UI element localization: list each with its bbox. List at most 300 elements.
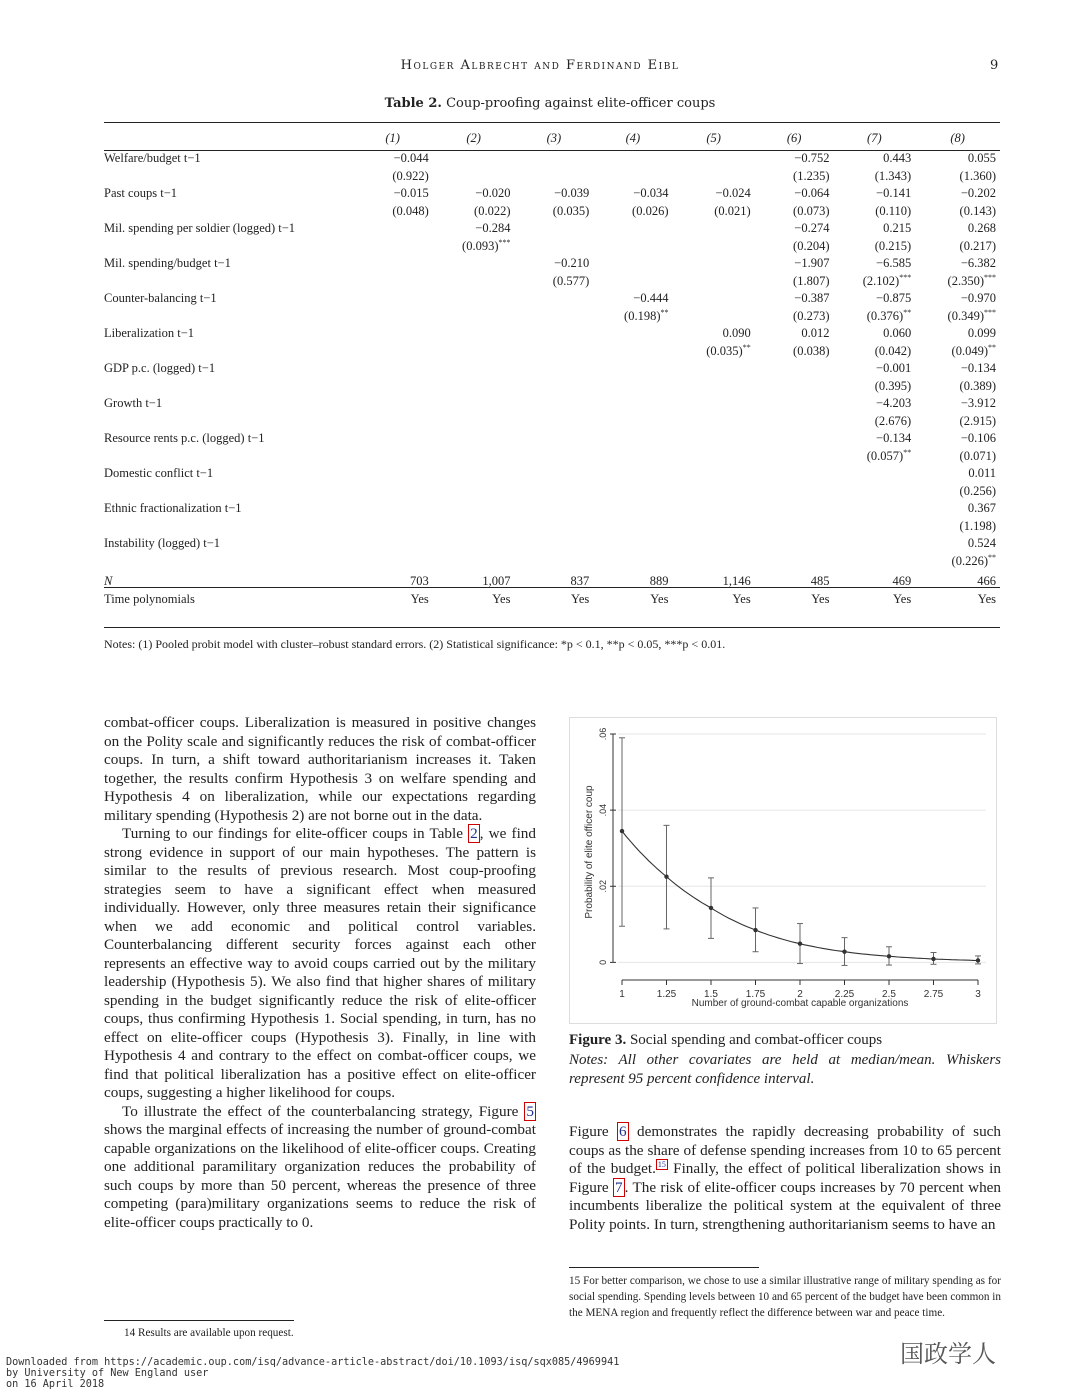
coef-cell bbox=[353, 220, 433, 238]
y-tick-label: 0 bbox=[598, 959, 608, 965]
se-cell bbox=[353, 413, 433, 431]
coef-cell: −0.044 bbox=[393, 151, 429, 165]
se-cell: (0.577) bbox=[552, 273, 590, 288]
table-row-se bbox=[104, 203, 1000, 221]
se-cell: (1.360) bbox=[959, 168, 996, 183]
data-point bbox=[842, 950, 846, 954]
coef-cell: 0.012 bbox=[801, 326, 830, 340]
poly-cell: Yes bbox=[732, 591, 751, 606]
data-point bbox=[620, 829, 624, 833]
coef-cell bbox=[433, 395, 515, 413]
se-cell bbox=[755, 518, 834, 536]
x-tick-label: 2.25 bbox=[834, 989, 855, 1000]
caption-label: Figure 3. bbox=[569, 1032, 627, 1048]
x-axis-label: Number of ground-combat capable organizations bbox=[691, 998, 909, 1009]
figure-3-chart bbox=[570, 718, 996, 1023]
coef-cell bbox=[353, 395, 433, 413]
data-point bbox=[709, 906, 713, 910]
coef-cell bbox=[514, 395, 593, 413]
se-blank bbox=[104, 448, 353, 466]
se-cell bbox=[353, 483, 433, 501]
se-cell: (0.256) bbox=[959, 483, 996, 498]
se-cell bbox=[593, 238, 672, 256]
text: demonstrates the rapidly decreasing probability of such coups as the share of defense spending increases from 10 to 65 percent of the budget. bbox=[569, 1123, 1001, 1177]
column-header: (7) bbox=[867, 131, 882, 145]
coef-cell bbox=[593, 150, 672, 168]
se-cell: (0.093)*** bbox=[462, 237, 511, 253]
se-blank bbox=[104, 378, 353, 396]
data-point bbox=[976, 958, 980, 962]
table-row-se bbox=[104, 308, 1000, 326]
y-tick-label: .02 bbox=[598, 880, 608, 893]
se-cell bbox=[672, 483, 754, 501]
se-cell: (0.042) bbox=[874, 343, 912, 358]
coef-cell bbox=[672, 395, 754, 413]
table-title-text: Coup-proofing against elite-officer coups bbox=[446, 96, 716, 111]
se-cell bbox=[433, 343, 515, 361]
table-row-se bbox=[104, 448, 1000, 466]
table-row-coef bbox=[104, 150, 1000, 168]
n-cell: 889 bbox=[649, 574, 669, 588]
n-cell: 469 bbox=[892, 574, 912, 588]
se-cell: (0.215) bbox=[874, 238, 912, 253]
coef-cell bbox=[593, 430, 672, 448]
n-cell: 485 bbox=[810, 574, 830, 588]
poly-label: Time polynomials bbox=[104, 591, 195, 606]
figure-ref-link[interactable]: 7 bbox=[615, 1178, 623, 1196]
text: , we find strong evidence in support of our main hypotheses. The pattern is similar to the results of previous research. Most coup-proofing strategies seem to have a significant effect when measured individually. However, only three measures retain their significance when we add economic and political control variables. Counterbalancing different security forces against each other represents an effective way to avoid coups carried out by the military leadership (Hypothesis 5). We also find that higher shares of military spending in the budget significantly reduce the risk of elite-officer coups, thus confirming Hypothesis 1. Social spending, in turn, has no effect on elite-officer coups (Hypothesis 3). Finally, in line with Hypothesis 4 and contrary to the effect on combat-officer coups, we find that political liberalization has a positive effect on elite-officer coups, suggesting a higher likelihood for coups. bbox=[104, 825, 536, 1101]
coef-cell bbox=[514, 500, 593, 518]
coef-cell: 0.367 bbox=[967, 501, 996, 515]
coef-cell bbox=[433, 255, 515, 273]
coef-cell bbox=[672, 500, 754, 518]
se-blank bbox=[104, 238, 353, 256]
coef-cell: 0.055 bbox=[967, 151, 996, 165]
table-row-se bbox=[104, 553, 1000, 571]
coef-cell bbox=[433, 465, 515, 483]
coef-cell bbox=[433, 325, 515, 343]
se-blank bbox=[104, 168, 353, 186]
se-cell bbox=[433, 483, 515, 501]
coef-cell: −1.907 bbox=[794, 256, 830, 270]
n-cell: 703 bbox=[410, 574, 429, 588]
text: . The risk of elite-officer coups increases by 70 percent when incumbents liberalize the political system at the equivalent of three Polity points. In turn, strengthening authoritarianism seems to have an bbox=[569, 1178, 1001, 1233]
se-cell bbox=[353, 273, 433, 291]
column-header: (8) bbox=[950, 131, 965, 145]
figure-ref-link[interactable]: 6 bbox=[619, 1123, 627, 1140]
se-cell bbox=[514, 378, 593, 396]
data-point bbox=[753, 928, 757, 932]
se-cell: (0.143) bbox=[959, 203, 996, 218]
se-cell: (1.343) bbox=[874, 168, 912, 183]
se-blank bbox=[104, 483, 353, 501]
caption-text: Social spending and combat-officer coups bbox=[629, 1032, 883, 1048]
table-row-coef bbox=[104, 535, 1000, 553]
table-row-coef bbox=[104, 465, 1000, 483]
paragraph bbox=[104, 1103, 536, 1233]
coef-cell bbox=[433, 535, 515, 553]
coef-cell: −0.752 bbox=[794, 151, 830, 165]
se-cell: (2.350)*** bbox=[947, 272, 996, 288]
x-tick-label: 2.75 bbox=[923, 989, 944, 1000]
coef-cell bbox=[514, 430, 593, 448]
table-row-se bbox=[104, 168, 1000, 186]
se-blank bbox=[104, 413, 353, 431]
y-tick-label: .06 bbox=[598, 727, 608, 741]
se-cell bbox=[593, 413, 672, 431]
poly-cell: Yes bbox=[650, 591, 669, 606]
table-row-coef bbox=[104, 185, 1000, 203]
footnote-rule bbox=[104, 1320, 294, 1321]
se-cell: (0.922) bbox=[392, 168, 429, 183]
se-cell: (0.035) bbox=[552, 203, 590, 218]
se-cell: (0.035)** bbox=[706, 342, 751, 358]
se-cell bbox=[433, 413, 515, 431]
poly-cell: Yes bbox=[410, 591, 429, 606]
se-cell bbox=[433, 518, 515, 536]
coef-cell bbox=[672, 535, 754, 553]
se-cell bbox=[593, 343, 672, 361]
coef-cell: 0.099 bbox=[967, 326, 996, 340]
variable-label: Resource rents p.c. (logged) t−1 bbox=[104, 431, 265, 445]
coef-cell bbox=[514, 325, 593, 343]
coef-cell bbox=[672, 465, 754, 483]
y-tick-label: .04 bbox=[598, 803, 608, 817]
text: To illustrate the effect of the counterbalancing strategy, Figure bbox=[122, 1102, 525, 1120]
se-cell bbox=[593, 518, 672, 536]
coef-cell bbox=[353, 290, 433, 308]
se-cell bbox=[433, 273, 515, 291]
se-cell: (0.226)** bbox=[951, 552, 996, 568]
coef-cell bbox=[672, 220, 754, 238]
coef-cell: −0.141 bbox=[876, 186, 912, 200]
y-axis-label: Probability of elite officer coup bbox=[584, 785, 595, 919]
coef-cell bbox=[672, 255, 754, 273]
coef-cell bbox=[353, 535, 433, 553]
se-cell bbox=[672, 448, 754, 466]
table-row-se bbox=[104, 413, 1000, 431]
se-cell bbox=[514, 343, 593, 361]
coef-cell bbox=[514, 150, 593, 168]
se-cell: (0.349)*** bbox=[947, 307, 996, 323]
coef-cell: −0.020 bbox=[475, 186, 511, 200]
coef-cell bbox=[353, 360, 433, 378]
coef-cell: 0.443 bbox=[883, 151, 912, 165]
left-column-text bbox=[104, 714, 536, 1232]
running-head: Holger Albrecht and Ferdinand Eibl bbox=[400, 58, 680, 73]
se-cell bbox=[593, 448, 672, 466]
table-row-coef bbox=[104, 360, 1000, 378]
table-row-se bbox=[104, 238, 1000, 256]
coef-cell bbox=[755, 535, 834, 553]
n-cell: 837 bbox=[570, 574, 590, 588]
coef-cell bbox=[672, 290, 754, 308]
significance-stars: ** bbox=[660, 307, 669, 317]
column-header: (2) bbox=[466, 131, 481, 145]
se-cell bbox=[514, 448, 593, 466]
poly-cell: Yes bbox=[492, 591, 511, 606]
footnote-rule bbox=[569, 1267, 759, 1268]
coef-cell: −6.382 bbox=[960, 256, 996, 270]
se-cell bbox=[353, 238, 433, 256]
table-row-polynomials bbox=[104, 591, 1000, 609]
table-row-coef bbox=[104, 255, 1000, 273]
se-cell bbox=[672, 378, 754, 396]
right-column-text bbox=[569, 1123, 1001, 1234]
coef-cell: −0.274 bbox=[794, 221, 830, 235]
se-cell bbox=[514, 168, 593, 186]
se-blank bbox=[104, 518, 353, 536]
coef-cell bbox=[593, 220, 672, 238]
figure-ref-link[interactable]: 5 bbox=[526, 1102, 534, 1120]
text: shows the marginal effects of increasing the number of ground-combat capable organizations on the likelihood of elite-officer coups. Creating one additional paramilitary organization reduces the probability of such coups by more than 50 percent, whereas the presence of three competing (para)military organizations seems to reduce the risk of elite-officer coups practically to 0. bbox=[104, 1121, 536, 1231]
se-cell: (0.049)** bbox=[951, 342, 996, 358]
coef-cell bbox=[672, 360, 754, 378]
poly-cell: Yes bbox=[977, 591, 996, 606]
se-blank bbox=[104, 203, 353, 221]
variable-label: Mil. spending/budget t−1 bbox=[104, 256, 231, 270]
poly-cell: Yes bbox=[893, 591, 912, 606]
se-cell bbox=[672, 553, 754, 571]
coef-cell bbox=[514, 290, 593, 308]
coef-cell: 0.060 bbox=[883, 326, 912, 340]
coef-cell: 0.090 bbox=[722, 326, 751, 340]
coef-cell: 0.268 bbox=[967, 221, 996, 235]
coef-cell bbox=[755, 360, 834, 378]
coef-cell: −0.134 bbox=[876, 431, 912, 445]
download-note: Downloaded from https://academic.oup.com/isq/advance-article-abstract/doi/10.1093/isq/sqx085/4969941 by University of New England user on 16 April 2018 bbox=[6, 1357, 620, 1390]
coef-cell: 0.215 bbox=[883, 221, 912, 235]
se-cell bbox=[353, 378, 433, 396]
table-row-se bbox=[104, 378, 1000, 396]
se-cell bbox=[353, 308, 433, 326]
table-row-se bbox=[104, 343, 1000, 361]
se-cell: (0.021) bbox=[714, 203, 751, 218]
coef-cell bbox=[433, 290, 515, 308]
se-cell bbox=[672, 413, 754, 431]
coef-cell bbox=[353, 325, 433, 343]
variable-label: Instability (logged) t−1 bbox=[104, 536, 221, 550]
coef-cell: −0.284 bbox=[475, 221, 511, 235]
table-title-label: Table 2. bbox=[384, 96, 442, 111]
table-row-coef bbox=[104, 290, 1000, 308]
se-cell bbox=[833, 483, 915, 501]
se-cell bbox=[593, 483, 672, 501]
coef-cell bbox=[672, 150, 754, 168]
coef-cell: −0.106 bbox=[960, 431, 996, 445]
table-bottom-rule bbox=[104, 627, 1000, 628]
se-cell bbox=[755, 448, 834, 466]
data-point bbox=[887, 954, 891, 958]
x-tick-label: 1.25 bbox=[656, 989, 677, 1000]
coef-cell bbox=[593, 535, 672, 553]
coef-cell bbox=[833, 535, 915, 553]
coef-cell bbox=[514, 465, 593, 483]
column-header: (1) bbox=[385, 131, 400, 145]
se-cell bbox=[593, 553, 672, 571]
n-label: N bbox=[104, 574, 113, 588]
paragraph: combat-officer coups. Liberalization is measured in positive changes on the Polity scale and significantly reduces the risk of combat-officer coups. In turn, a shift toward authoritarianism increases it. Taken together, the results confirm Hypothesis 3 on welfare spending and Hypothesis 4 on liberalization, while our expectations regarding military spending (Hypothesis 2) are not borne out in the data. bbox=[104, 714, 536, 824]
coef-cell bbox=[514, 220, 593, 238]
caption-notes: Notes: All other covariates are held at median/mean. Whiskers represent 95 percent confidence interval. bbox=[569, 1051, 1001, 1087]
coef-cell: −0.970 bbox=[960, 291, 996, 305]
se-cell bbox=[672, 273, 754, 291]
significance-stars: *** bbox=[498, 237, 511, 247]
column-header: (5) bbox=[706, 131, 721, 145]
x-tick-label: 1 bbox=[619, 989, 625, 1000]
se-cell bbox=[755, 378, 834, 396]
se-cell: (0.395) bbox=[874, 378, 912, 393]
coef-cell: −0.387 bbox=[794, 291, 830, 305]
coef-cell bbox=[593, 255, 672, 273]
se-cell bbox=[433, 553, 515, 571]
se-cell bbox=[672, 168, 754, 186]
coef-cell bbox=[593, 360, 672, 378]
significance-stars: ** bbox=[903, 307, 912, 317]
table-row-coef bbox=[104, 325, 1000, 343]
coef-cell: −0.024 bbox=[715, 186, 751, 200]
se-cell: (1.807) bbox=[793, 273, 830, 288]
se-cell bbox=[672, 518, 754, 536]
poly-cell: Yes bbox=[571, 591, 590, 606]
se-cell bbox=[433, 308, 515, 326]
significance-stars: *** bbox=[899, 272, 912, 282]
coef-cell bbox=[353, 430, 433, 448]
coef-cell bbox=[433, 500, 515, 518]
coef-cell bbox=[514, 535, 593, 553]
text: Turning to our findings for elite-officer coups in Table bbox=[122, 825, 469, 842]
coef-cell bbox=[353, 255, 433, 273]
se-cell bbox=[593, 378, 672, 396]
watermark: 国政学人 bbox=[900, 1340, 996, 1368]
se-cell bbox=[433, 168, 515, 186]
se-cell bbox=[353, 448, 433, 466]
footnote-15: 15 For better comparison, we chose to use a similar illustrative range of military spending as for social spending. Spending levels between 10 and 65 percent of the budget have been common in the MENA region and frequently reflect the difference between war and peace time. bbox=[569, 1275, 1001, 1319]
coef-cell: −0.134 bbox=[960, 361, 996, 375]
se-cell bbox=[593, 273, 672, 291]
n-cell: 466 bbox=[977, 574, 996, 588]
se-cell: (0.057)** bbox=[866, 447, 912, 463]
coef-cell bbox=[514, 360, 593, 378]
se-cell: (0.048) bbox=[392, 203, 429, 218]
se-cell: (0.376)** bbox=[866, 307, 912, 323]
data-point bbox=[664, 875, 668, 879]
coef-cell: −0.444 bbox=[633, 291, 669, 305]
se-cell: (2.915) bbox=[959, 413, 996, 428]
se-cell: (0.071) bbox=[959, 448, 996, 463]
se-cell bbox=[593, 168, 672, 186]
column-header: (4) bbox=[625, 131, 641, 145]
se-blank bbox=[104, 343, 353, 361]
figure-caption bbox=[569, 1031, 1001, 1090]
data-point bbox=[931, 957, 935, 961]
se-blank bbox=[104, 273, 353, 291]
se-cell bbox=[433, 378, 515, 396]
coef-cell bbox=[672, 430, 754, 448]
x-tick-label: 1.5 bbox=[704, 989, 718, 1000]
se-cell bbox=[353, 343, 433, 361]
coef-cell: −0.210 bbox=[554, 256, 590, 270]
se-cell bbox=[514, 413, 593, 431]
se-cell: (0.073) bbox=[793, 203, 830, 218]
data-point bbox=[798, 942, 802, 946]
se-cell bbox=[514, 308, 593, 326]
page-number: 9 bbox=[990, 58, 999, 73]
header-blank bbox=[104, 130, 353, 150]
se-cell bbox=[353, 518, 433, 536]
coef-cell: −3.912 bbox=[960, 396, 996, 410]
variable-label: Counter-balancing t−1 bbox=[104, 291, 217, 305]
se-cell bbox=[672, 308, 754, 326]
se-blank bbox=[104, 553, 353, 571]
coef-cell bbox=[353, 500, 433, 518]
paragraph bbox=[104, 825, 536, 1103]
se-cell bbox=[514, 518, 593, 536]
se-cell bbox=[833, 553, 915, 571]
se-cell bbox=[833, 518, 915, 536]
coef-cell bbox=[833, 500, 915, 518]
coef-cell bbox=[593, 465, 672, 483]
variable-label: Domestic conflict t−1 bbox=[104, 466, 214, 480]
se-cell bbox=[514, 553, 593, 571]
se-blank bbox=[104, 308, 353, 326]
coef-cell bbox=[755, 430, 834, 448]
table-row-coef bbox=[104, 500, 1000, 518]
se-cell: (0.022) bbox=[474, 203, 511, 218]
coef-cell bbox=[755, 465, 834, 483]
se-cell bbox=[433, 448, 515, 466]
variable-label: Welfare/budget t−1 bbox=[104, 151, 201, 165]
coef-cell: −0.202 bbox=[960, 186, 996, 200]
se-cell: (1.198) bbox=[959, 518, 996, 533]
se-cell: (0.389) bbox=[959, 378, 996, 393]
variable-label: Mil. spending per soldier (logged) t−1 bbox=[104, 221, 296, 235]
significance-stars: ** bbox=[988, 342, 996, 352]
table-row-n bbox=[104, 570, 1000, 591]
variable-label: Growth t−1 bbox=[104, 396, 163, 410]
column-header: (6) bbox=[786, 131, 802, 145]
variable-label: Liberalization t−1 bbox=[104, 326, 195, 340]
se-cell: (0.038) bbox=[793, 343, 830, 358]
x-tick-label: 2 bbox=[797, 989, 803, 1000]
coef-cell bbox=[755, 395, 834, 413]
significance-stars: *** bbox=[984, 307, 996, 317]
coef-cell bbox=[755, 500, 834, 518]
se-cell bbox=[672, 238, 754, 256]
variable-label: Past coups t−1 bbox=[104, 186, 178, 200]
significance-stars: ** bbox=[988, 552, 996, 562]
se-cell bbox=[514, 238, 593, 256]
coef-cell: 0.011 bbox=[968, 466, 996, 480]
coef-cell: −0.034 bbox=[633, 186, 669, 200]
footnote-ref-link[interactable]: 15 bbox=[657, 1159, 666, 1169]
table-ref-link[interactable]: 2 bbox=[470, 825, 478, 842]
coef-cell: −0.001 bbox=[876, 361, 912, 375]
coef-cell bbox=[593, 395, 672, 413]
table-row-se bbox=[104, 273, 1000, 291]
coef-cell bbox=[593, 500, 672, 518]
table-header-row bbox=[104, 130, 1000, 150]
se-cell: (0.198)** bbox=[624, 307, 669, 323]
column-header: (3) bbox=[546, 131, 562, 145]
coef-cell bbox=[833, 465, 915, 483]
se-cell: (0.026) bbox=[632, 203, 669, 218]
coef-cell: −6.585 bbox=[876, 256, 912, 270]
se-cell: (1.235) bbox=[793, 168, 830, 183]
caption-line bbox=[569, 1031, 1001, 1051]
coef-cell bbox=[433, 430, 515, 448]
regression-table bbox=[104, 130, 1000, 608]
